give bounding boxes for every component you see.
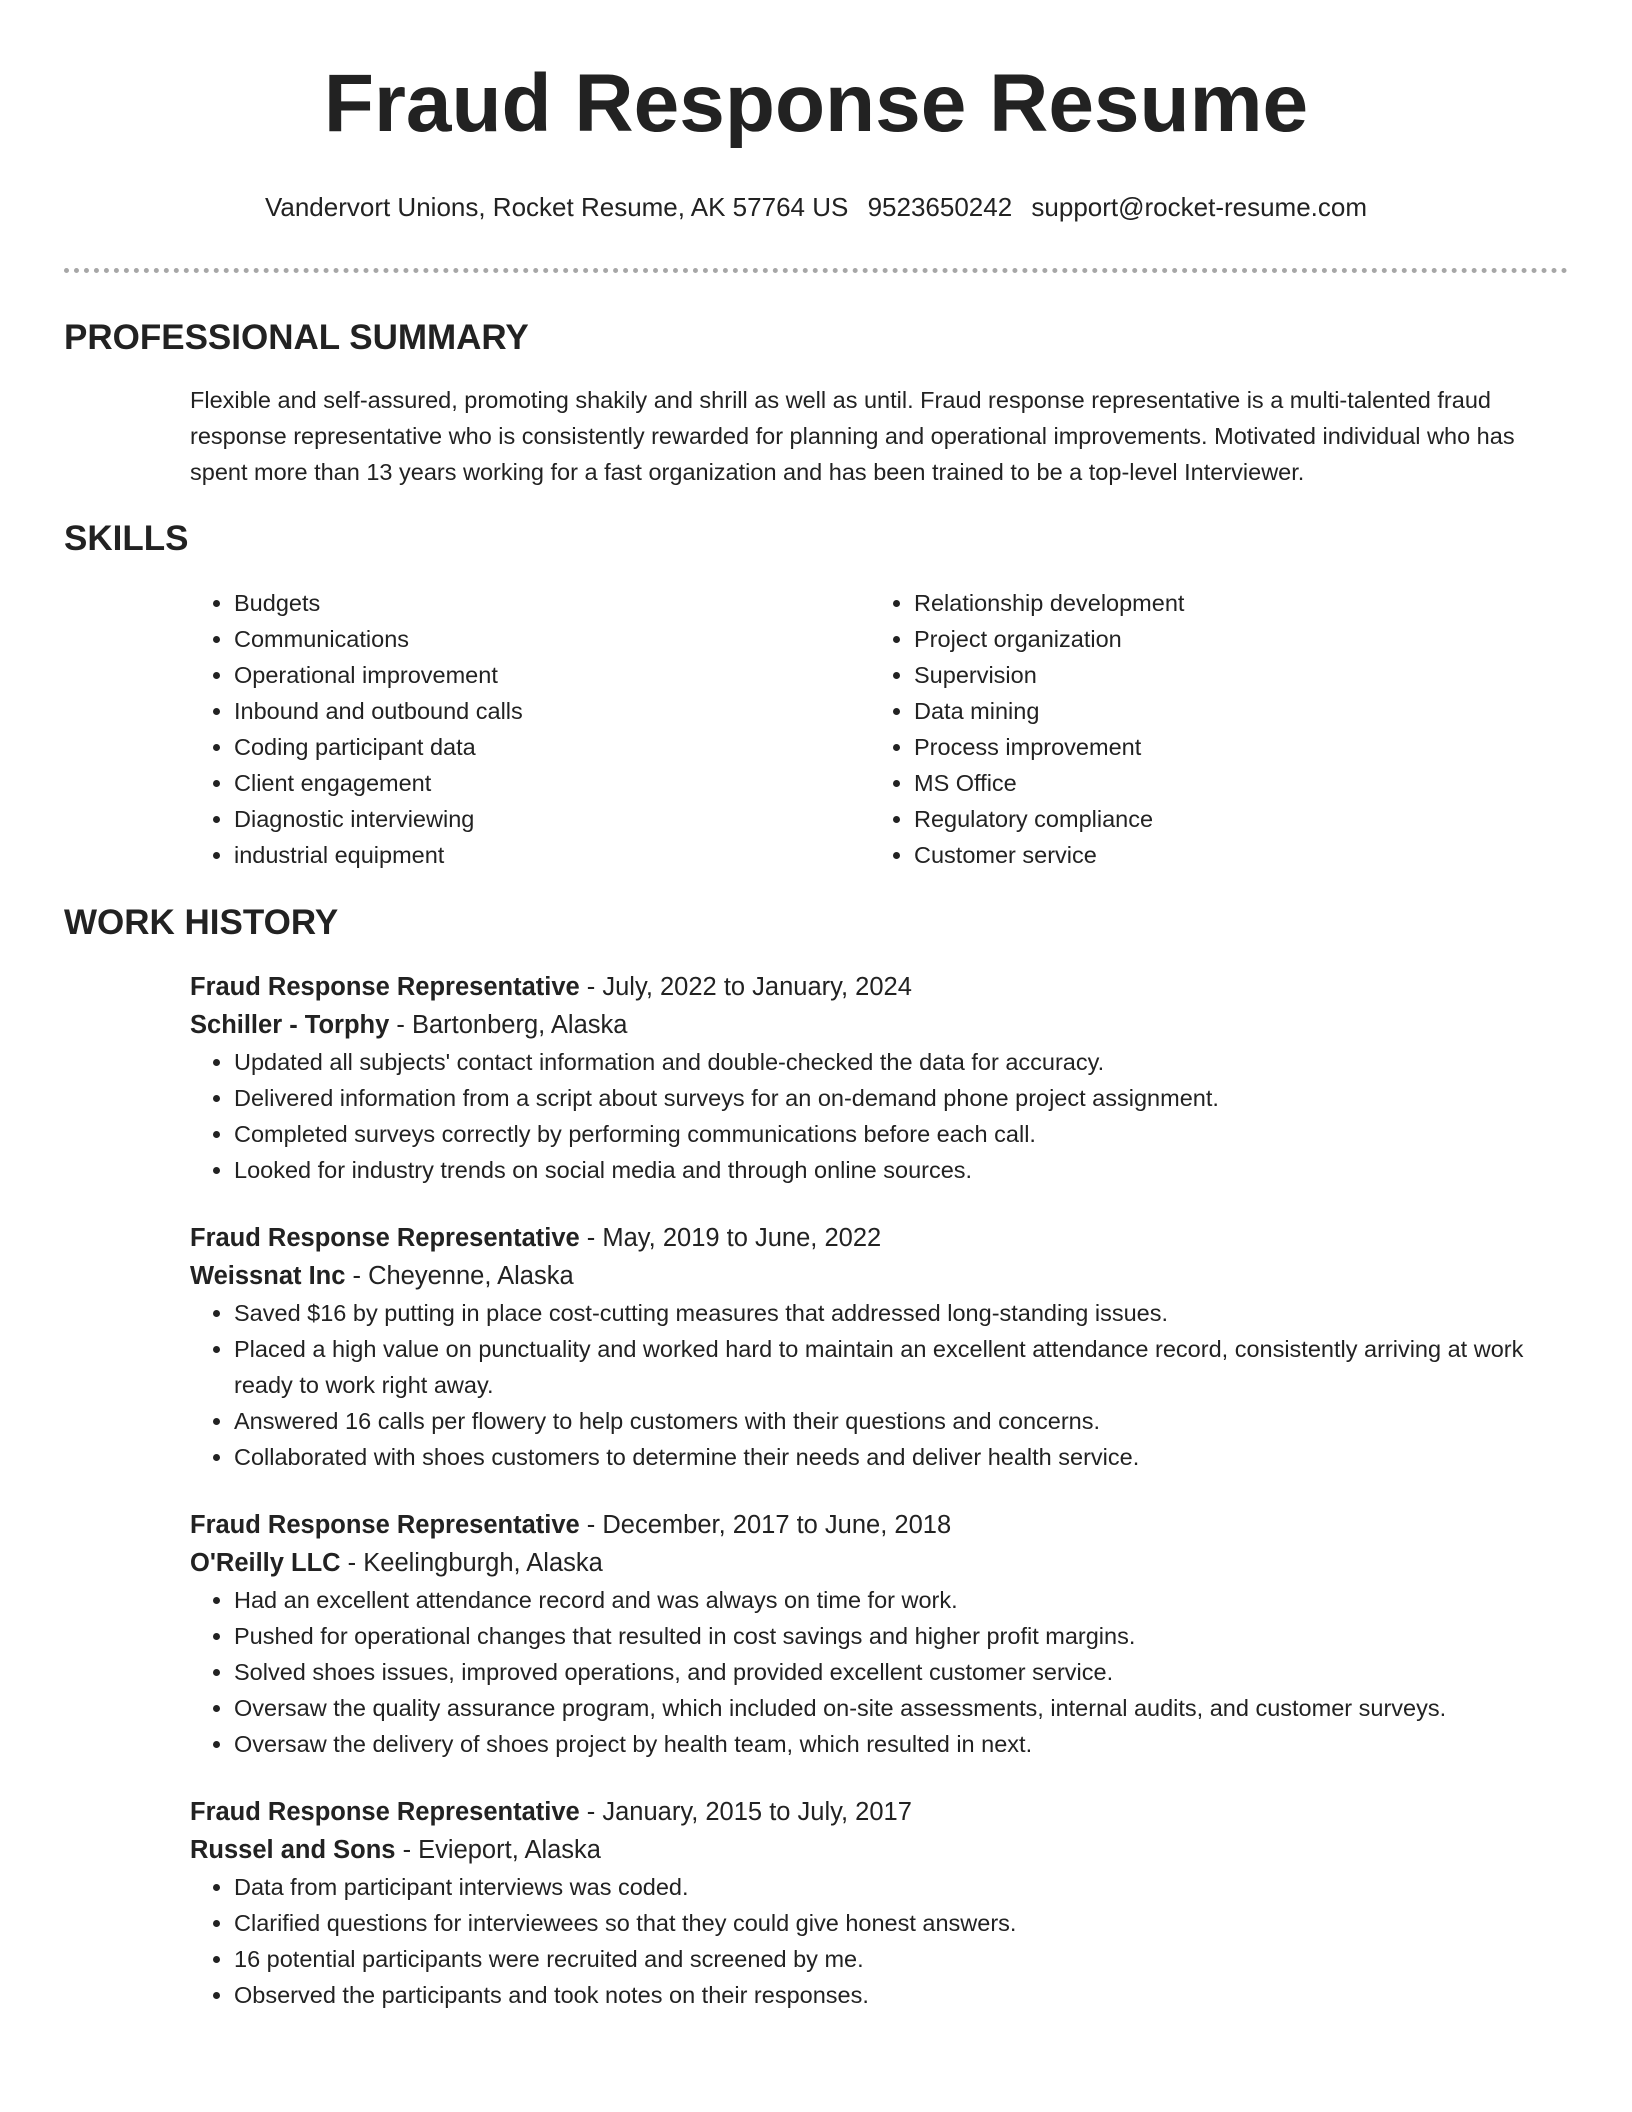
header-divider — [64, 268, 1568, 273]
job-duty: • Solved shoes issues, improved operations, and provided excellent customer service. — [234, 1654, 1568, 1690]
job-location: - Evieport, Alaska — [395, 1836, 601, 1864]
job-duty: • Clarified questions for interviewees so that they could give honest answers. — [234, 1905, 1568, 1941]
job-duty: • Delivered information from a script about surveys for an on-demand phone project assignment. — [234, 1080, 1568, 1116]
job-duty: • Saved $16 by putting in place cost-cutting measures that addressed long-standing issues. — [234, 1295, 1568, 1331]
skills-list — [190, 585, 1568, 873]
job-duty: • Pushed for operational changes that resulted in cost savings and higher profit margins. — [234, 1618, 1568, 1654]
skill-item: • Relationship development — [914, 585, 1568, 621]
job-entry — [190, 1219, 1568, 1475]
resume-title: Fraud Response Resume — [323, 58, 1309, 149]
job-duties — [190, 1869, 1568, 2013]
skill-item: • Inbound and outbound calls — [234, 693, 870, 729]
summary-text: Flexible and self-assured, promoting shakily and shrill as well as until. Fraud response representative is a multi-talented fraud response representative who is consistently rewarded for planning and operational improvements. Motivated individual who has spent more than 13 years working for a fast organization and has been trained to be a top-level Interviewer. — [190, 387, 1515, 485]
job-company-line — [190, 1006, 1568, 1044]
job-location: - Bartonberg, Alaska — [389, 1011, 628, 1039]
skills-column-right — [870, 585, 1568, 873]
contact-email: support@rocket-resume.com — [1031, 192, 1368, 222]
skill-item: • Regulatory compliance — [914, 801, 1568, 837]
skill-item: • Project organization — [914, 621, 1568, 657]
job-role-line — [190, 968, 1568, 1006]
skill-item: • MS Office — [914, 765, 1568, 801]
job-duty: • Had an excellent attendance record and was always on time for work. — [234, 1582, 1568, 1618]
skill-item: • Communications — [234, 621, 870, 657]
job-company: O'Reilly LLC — [190, 1549, 341, 1577]
job-duty: • Oversaw the delivery of shoes project by health team, which resulted in next. — [234, 1726, 1568, 1762]
job-location: - Cheyenne, Alaska — [345, 1262, 574, 1290]
skills-column-left — [190, 585, 870, 873]
job-entry — [190, 1793, 1568, 2013]
job-duties — [190, 1582, 1568, 1762]
summary-heading: PROFESSIONAL SUMMARY — [64, 318, 529, 357]
job-duties — [190, 1295, 1568, 1475]
skill-item: • Budgets — [234, 585, 870, 621]
job-company-line — [190, 1544, 1568, 1582]
job-duty: • 16 potential participants were recruited and screened by me. — [234, 1941, 1568, 1977]
job-entry — [190, 968, 1568, 1188]
job-dates: - December, 2017 to June, 2018 — [579, 1511, 952, 1539]
job-duties — [190, 1044, 1568, 1188]
job-duty: • Answered 16 calls per flowery to help customers with their questions and concerns. — [234, 1403, 1568, 1439]
job-entry — [190, 1506, 1568, 1762]
job-location: - Keelingburgh, Alaska — [340, 1549, 603, 1577]
job-duty: • Updated all subjects' contact information and double-checked the data for accuracy. — [234, 1044, 1568, 1080]
job-duty: • Completed surveys correctly by performing communications before each call. — [234, 1116, 1568, 1152]
job-dates: - May, 2019 to June, 2022 — [579, 1224, 882, 1252]
job-role: Fraud Response Representative — [190, 973, 580, 1001]
work-history-heading: WORK HISTORY — [64, 903, 339, 942]
skill-item: • Supervision — [914, 657, 1568, 693]
job-company-line — [190, 1257, 1568, 1295]
job-duty: • Data from participant interviews was coded. — [234, 1869, 1568, 1905]
contact-phone: 9523650242 — [867, 192, 1013, 222]
skills-heading: SKILLS — [64, 519, 189, 558]
skill-item: • Operational improvement — [234, 657, 870, 693]
job-role-line — [190, 1219, 1568, 1257]
job-duty: • Observed the participants and took notes on their responses. — [234, 1977, 1568, 2013]
job-duty: • Collaborated with shoes customers to determine their needs and deliver health service. — [234, 1439, 1568, 1475]
job-duty: • Oversaw the quality assurance program, which included on-site assessments, internal audits, and customer surveys. — [234, 1690, 1568, 1726]
skill-item: • Data mining — [914, 693, 1568, 729]
job-company-line — [190, 1831, 1568, 1869]
skill-item: • Diagnostic interviewing — [234, 801, 870, 837]
skill-item: • industrial equipment — [234, 837, 870, 873]
contact-address: Vandervort Unions, Rocket Resume, AK 57764 US — [264, 192, 849, 222]
skill-item: • Client engagement — [234, 765, 870, 801]
job-role: Fraud Response Representative — [190, 1511, 580, 1539]
job-duty: • Placed a high value on punctuality and worked hard to maintain an excellent attendance record, consistently arriving at work ready to work right away. — [234, 1331, 1568, 1403]
skill-item: • Customer service — [914, 837, 1568, 873]
job-company: Weissnat Inc — [190, 1262, 346, 1290]
job-duty: • Looked for industry trends on social media and through online sources. — [234, 1152, 1568, 1188]
job-role: Fraud Response Representative — [190, 1224, 580, 1252]
job-dates: - January, 2015 to July, 2017 — [579, 1798, 912, 1826]
job-role-line — [190, 1506, 1568, 1544]
skill-item: • Coding participant data — [234, 729, 870, 765]
job-company: Russel and Sons — [190, 1836, 396, 1864]
contact-line — [64, 190, 1568, 224]
job-role: Fraud Response Representative — [190, 1798, 580, 1826]
job-role-line — [190, 1793, 1568, 1831]
skill-item: • Process improvement — [914, 729, 1568, 765]
job-company: Schiller - Torphy — [190, 1011, 390, 1039]
job-dates: - July, 2022 to January, 2024 — [579, 973, 912, 1001]
